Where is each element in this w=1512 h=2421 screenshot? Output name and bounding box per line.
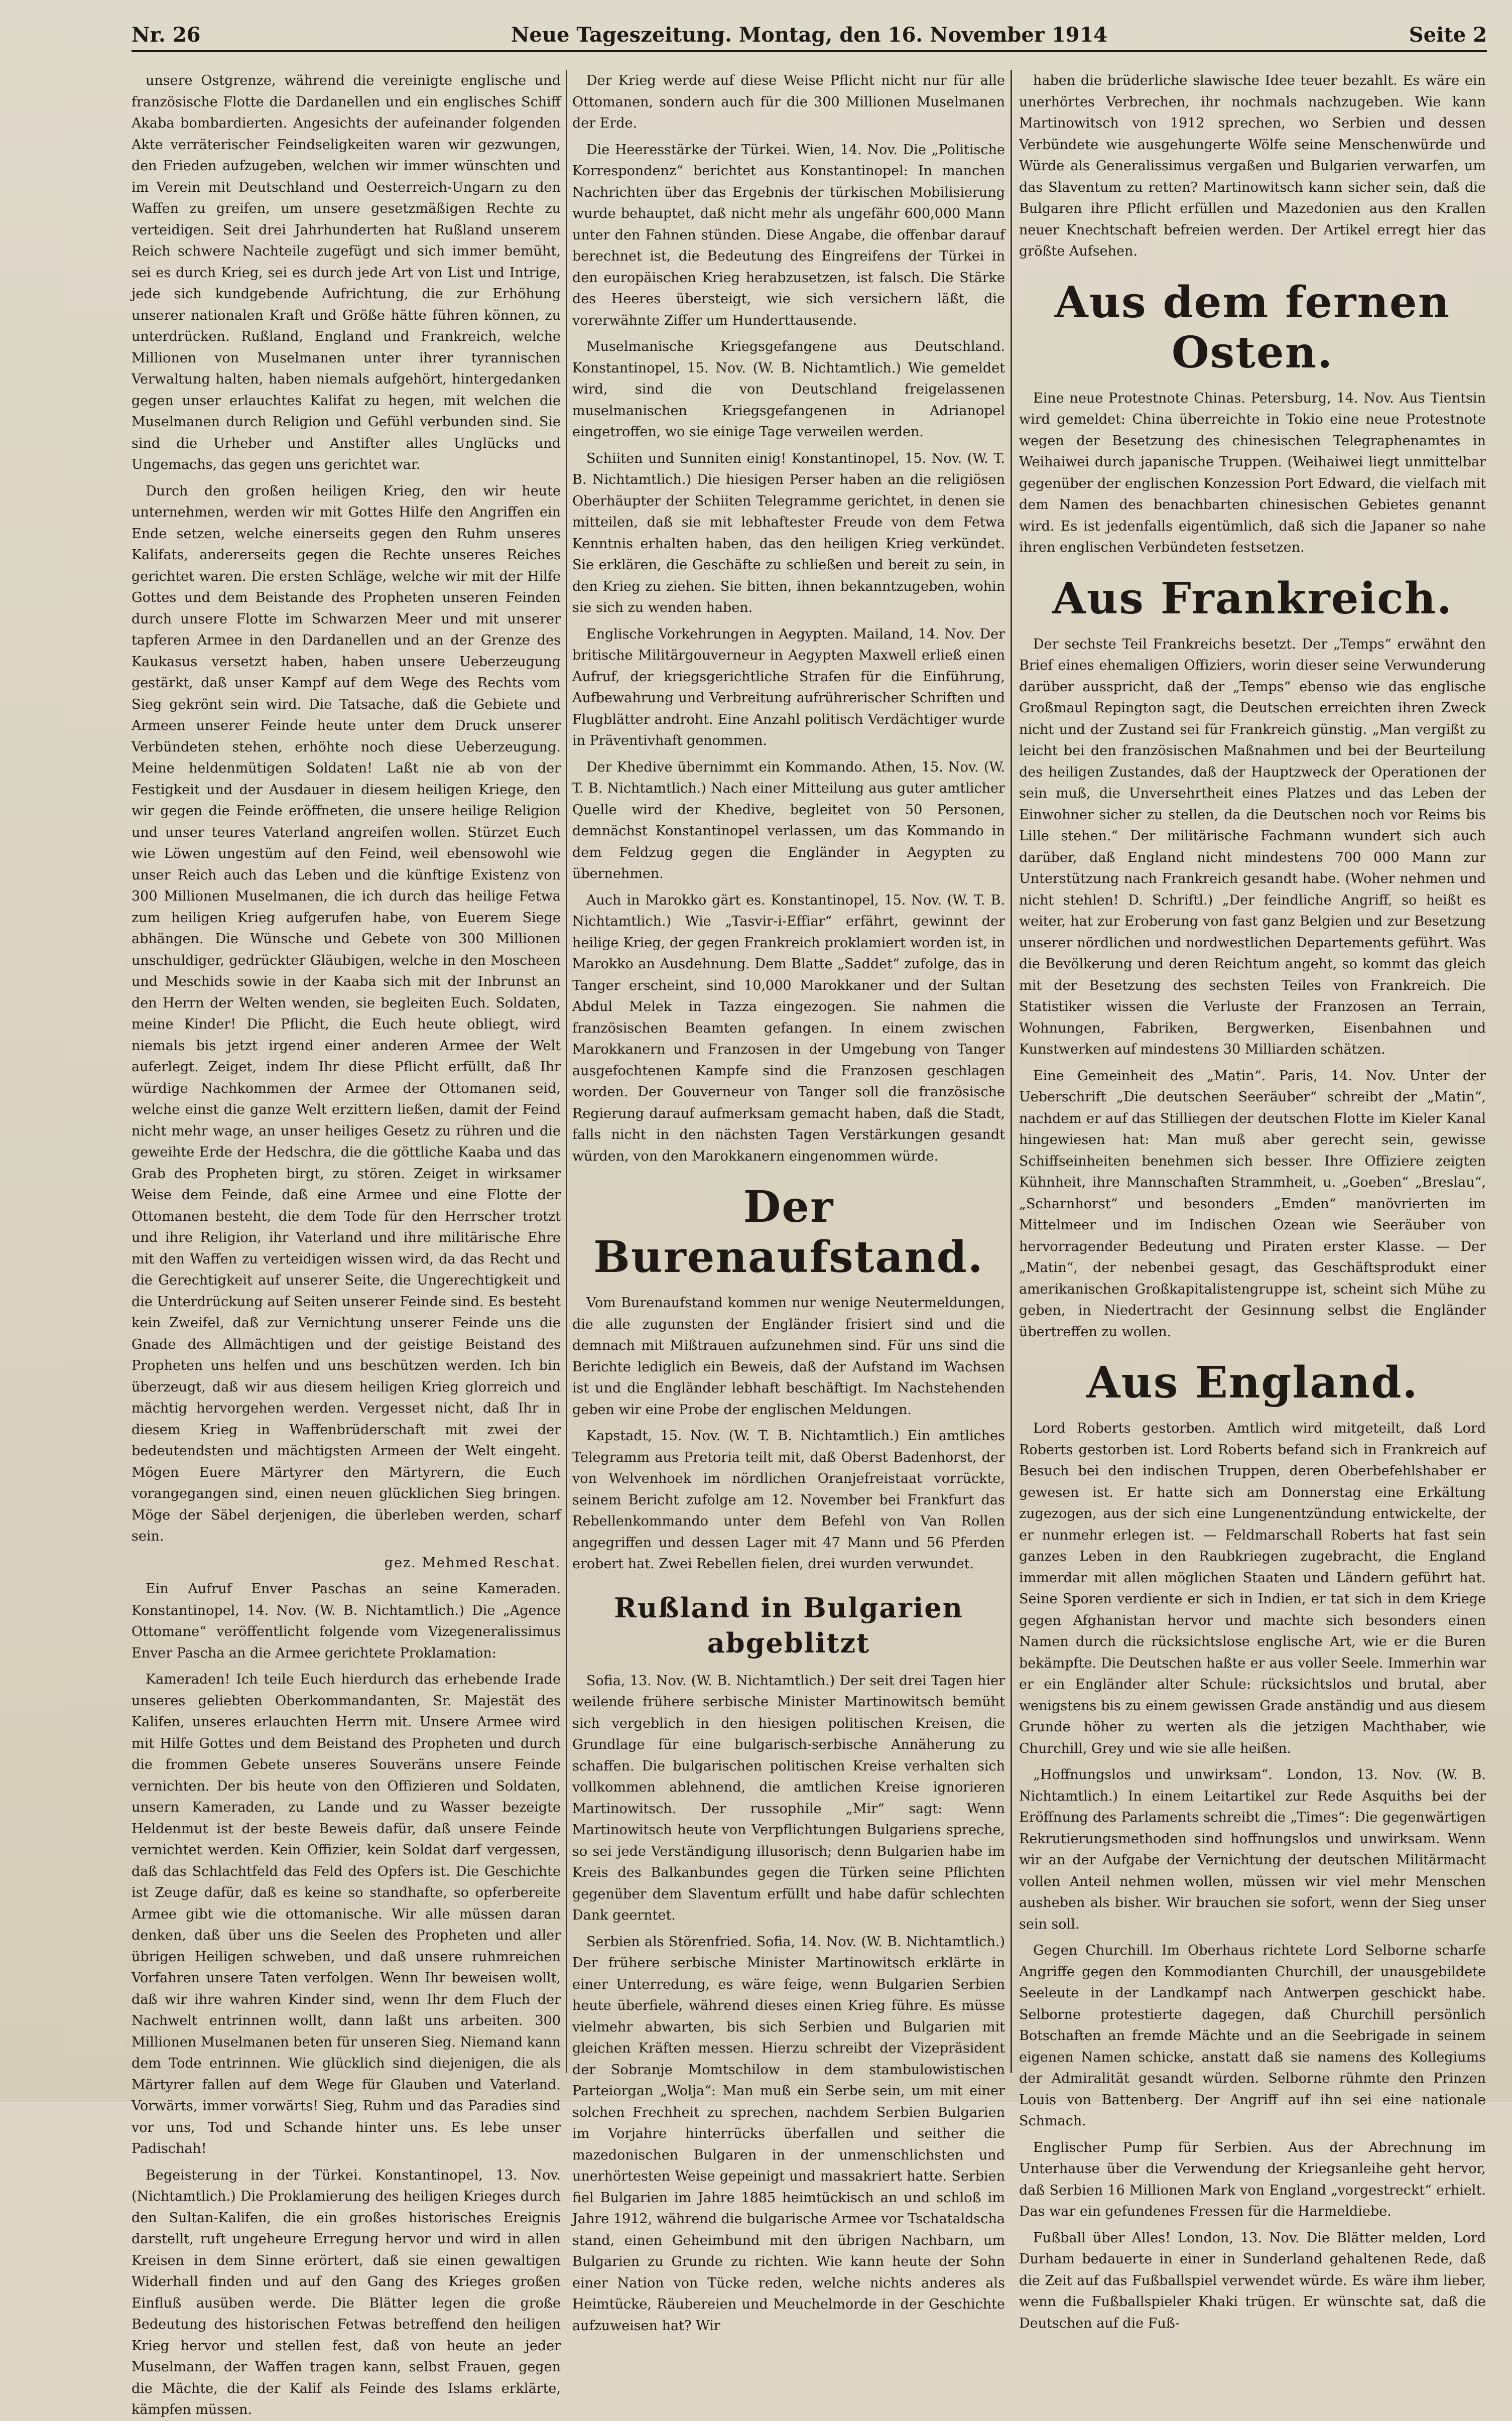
article-paragraph: Eine Gemeinheit des „Matin“. Paris, 14. Nov. Unter der Ueberschrift „Die deutschen Seeräuber“ schreibt der „Matin“, nachdem er auf das Stilliegen der deutschen Flotte im Kieler Kanal hingewiesen hat: Man muß aber gerecht sein, gewisse Schiffseinheiten benehmen sich besser. Ihre Offiziere zeigten Kühnheit, ihre Mannschaften Strammheit, u. „Goeben“ „Breslau“, „Scharnhorst“ und besonders „Emden“ manövrierten im Mittelmeer und im Indischen Ozean wie Seeräuber von hervorragender Bedeutung und Piraten erster Klasse. — Der „Matin“, der nebenbei gesagt, das Geschäftsprodukt einer amerikanischen Großkapitalistengruppe ist, scheint sich Mühe zu geben, in Niedertracht der Gesinnung selbst die Engländer übertreffen zu wollen. xyxy=(1019,1068,1486,1340)
article-paragraph: Ein Aufruf Enver Paschas an seine Kameraden. Konstantinopel, 14. Nov. (W. B. Nichtamtlich.) Die „Agence Ottomane“ veröffentlicht folgende vom Vizegeneralissimus Enver Pascha an die Armee gerichtete Proklamation: xyxy=(132,1581,561,1661)
issue-number: Nr. 26 xyxy=(132,23,201,47)
article-paragraph: Der Krieg werde auf diese Weise Pflicht nicht nur für alle Ottomanen, sondern auch für die 300 Millionen Muselmanen der Erde. xyxy=(572,73,1005,131)
section-heading: Aus England. xyxy=(1086,1357,1419,1408)
article-paragraph: Gegen Churchill. Im Oberhaus richtete Lord Selborne scharfe Angriffe gegen den Kommodianten Churchill, der unausgebildete Seeleute in der Landkampf nach Antwerpen geschickt habe. Selborne protestierte dagegen, daß Churchill persönlich Botschaften an fremde Mächte und an die Seebrigade in seinem eigenen Namen schicke, anstatt daß sie namens des Kollegiums der Admiralität gesandt würden. Selborne rühmte den Prinzen Louis von Battenberg. Der Angriff auf ihn sei eine nationale Schmach. xyxy=(1019,1943,1486,2129)
page-header xyxy=(132,20,1487,52)
article-paragraph: Lord Roberts gestorben. Amtlich wird mitgeteilt, daß Lord Roberts gestorben ist. Lord Roberts befand sich in Frankreich auf Besuch bei den indischen Truppen, deren Oberbefehlshaber er gewesen ist. Er hatte sich am Donnerstag eine Erkältung zugezogen, aus der sich eine Lungenentzündung entwickelte, der er nunmehr erlegen ist. — Feldmarschall Roberts hat fast sein ganzes Leben in den Raubkriegen zugebracht, die England immerdar mit allen möglichen Staaten und Ländern geführt hat. Seine Sporen verdiente er sich in Indien, er tat sich in dem Kriege gegen Afghanistan hervor und machte sich besonders einen Namen durch die rücksichtslose englische Art, wie er die Buren bekämpfte. Die Deutschen haßte er aus voller Seele. Immerhin war er ein Engländer alter Schule: rücksichtslos und brutal, aber wenigstens bis zu einem gewissen Grade anständig und aus diesem Grunde höher zu werten als die jetzigen Machthaber, wie Churchill, Grey und wie sie alle heißen. xyxy=(1019,1421,1486,1756)
article-paragraph: Kameraden! Ich teile Euch hierdurch das erhebende Irade unseres geliebten Oberkommandanten, Sr. Majestät des Kalifen, unseres erlauchten Herrn mit. Unsere Armee wird mit Hilfe Gottes und dem Beistand des Propheten und durch die frommen Gebete unseres Souveräns unsere Feinde vernichten. Der bis heute von den Offizieren und Soldaten, unsern Kameraden, zu Lande und zu Wasser bezeigte Heldenmut ist der beste Beweis dafür, daß unsere Feinde vernichtet werden. Kein Offizier, kein Soldat darf vergessen, daß das Schlachtfeld das Feld des Opfers ist. Die Geschichte ist Zeuge dafür, daß es keine so standhafte, so opferbereite Armee gibt wie die ottomanische. Wir alle müssen daran denken, daß über uns die Seelen des Propheten und aller übrigen Heiligen schweben, und daß unsere ruhmreichen Vorfahren unsere Taten verfolgen. Wenn Ihr beweisen wollt, daß wir ihre wahren Kinder sind, wenn Ihr dem Fluch der Nachwelt entrinnen wollt, dann laßt uns arbeiten. 300 Millionen Muselmanen beten für unseren Sieg. Niemand kann dem Tode entrinnen. Wie glücklich sind diejenigen, die als Märtyrer fallen auf dem Wege für Glauben und Vaterland. Vorwärts, immer vorwärts! Sieg, Ruhm und das Paradies sind vor uns, Tod und Schande hinter uns. Es lebe unser Padischah! xyxy=(132,1672,561,2156)
article-paragraph: haben die brüderliche slawische Idee teuer bezahlt. Es wäre ein unerhörtes Verbrechen, ihr nochmals nachzugeben. Wie kann Martinowitsch von 1912 sprechen, wo Serbien und dessen Verbündete wie ausgehungerte Wölfe seine Menschenwürde und Würde als Generalissimus vergaßen und Bulgarien verwarfen, um das Slaventum zu retten? Martinowitsch kann sicher sein, daß die Bulgaren ihre Pflicht erfüllen und Mazedonien aus den Krallen neuer Knechtschaft befreien werden. Der Artikel erregt hier das größte Aufsehen. xyxy=(1019,73,1486,259)
signature: gez. Mehmed Reschat. xyxy=(384,1555,561,1571)
article-paragraph: Der sechste Teil Frankreichs besetzt. Der „Temps“ erwähnt den Brief eines ehemaligen Offiziers, worin dieser seine Verwunderung darüber ausspricht, daß der „Temps“ ebenso wie das englische Großmaul Repington sagt, die Deutschen erreichten ihren Zweck nicht und der Zustand sei für Frankreich günstig. „Man vergißt zu leicht bei den französischen Maßnahmen und bei der Beurteilung des heiligen Zustandes, daß der Hauptzweck der Operationen der sein muß, die Unversehrtheit eines Platzes und das Leben der Einwohner sicher zu stellen, da die Deutschen noch vor Reims bis Lille stehen.“ Der militärische Fachmann wundert sich auch darüber, daß England nicht mindestens 700 000 Mann zur Unterstützung nach Frankreich gesandt habe. (Woher nehmen und nicht stehlen! D. Schriftl.) „Der feindliche Angriff, so heißt es weiter, hat zur Eroberung von fast ganz Belgien und zur Besetzung unserer nördlichen und nordwestlichen Departements geführt. Was die Bevölkerung und deren Reichtum angeht, so kommt das gleich mit der Besetzung des sechsten Teiles von Frankreich. Die Statistiker wissen die Verluste der Franzosen an Terrain, Wohnungen, Fabriken, Bergwerken, Eisenbahnen und Kunstwerken auf mindestens 30 Milliarden schätzen. xyxy=(1019,636,1486,1057)
masthead-date: Neue Tageszeitung. Montag, den 16. November 1914 xyxy=(511,23,1108,47)
article-paragraph: Begeisterung in der Türkei. Konstantinopel, 13. Nov. (Nichtamtlich.) Die Proklamierung des heiligen Krieges durch den Sultan-Kalifen, die ein großes historisches Ereignis darstellt, ruft ungeheure Erregung hervor und wird in allen Kreisen in dem Sinne erörtert, daß sie einen gewaltigen Widerhall finden und auf den Gang des Krieges großen Einfluß ausüben werde. Die Blätter legen die große Bedeutung des historischen Fetwas betreffend den heiligen Krieg hervor und stellen fest, daß von heute an jeder Muselmann, der Waffen tragen kann, selbst Frauen, gegen die Mächte, die der Kalif als Feinde des Islams erklärte, kämpfen müssen. xyxy=(132,2167,561,2417)
article-paragraph: Vom Burenaufstand kommen nur wenige Neutermeldungen, die alle zugunsten der Engländer frisiert sind und die demnach mit Mißtrauen aufzunehmen sind. Für uns sind die Berichte lediglich ein Beweis, daß der Aufstand im Wachsen ist und die Engländer lebhaft beschäftigt. Im Nachstehenden geben wir eine Probe der englischen Meldungen. xyxy=(572,1295,1005,1418)
article-paragraph: Kapstadt, 15. Nov. (W. T. B. Nichtamtlich.) Ein amtliches Telegramm aus Pretoria teilt mit, daß Oberst Badenhorst, der von Welvenhoek im nördlichen Oranjefreistaat vorrückte, seinem Bericht zufolge am 12. November bei Frankfurt das Rebellenkommando unter dem Befehl von Van Rollen angegriffen und dessen Lager mit 47 Mann und 56 Pferden erobert hat. Zwei Rebellen fielen, drei wurden verwundet. xyxy=(572,1428,1005,1572)
column-1 xyxy=(132,70,561,2417)
section-heading: Aus Frankreich. xyxy=(1052,573,1453,624)
section-heading: Rußland in Bulgarien abgeblitzt xyxy=(614,1591,963,1659)
column-rule xyxy=(566,70,567,2073)
column-2 xyxy=(572,70,1005,2334)
article-paragraph: „Hoffnungslos und unwirksam“. London, 13. Nov. (W. B. Nichtamtlich.) In einem Leitartikel zur Rede Asquiths bei der Eröffnung des Parlaments schreibt die „Times“: Die gegenwärtigen Rekrutierungsmethoden sind hoffnungslos und unwirksam. Wenn wir an der Aufgabe der Vernichtung der deutschen Militärmacht vollen Anteil nehmen wollen, müssen wir viel mehr Menschen ausheben als bisher. Wir brauchen sie sofort, wenn der Sieg unser sein soll. xyxy=(1019,1767,1486,1932)
article-paragraph: Englischer Pump für Serbien. Aus der Abrechnung im Unterhause über die Verwendung der Kriegsanleihe geht hervor, daß Serbien 16 Millionen Mark von England „vorgestreckt“ erhielt. Das war ein gefundenes Fressen für die Harmeldiebe. xyxy=(1019,2139,1486,2219)
article-paragraph: Fußball über Alles! London, 13. Nov. Die Blätter melden, Lord Durham bedauerte in einer in Sunderland gehaltenen Rede, daß die Zeit auf das Fußballspiel verwendet würde. Es wäre ihm lieber, wenn die Fußballspieler Khaki trügen. Er wünschte sat, daß die Deutschen auf die Fuß- xyxy=(1019,2230,1486,2331)
column-3 xyxy=(1019,70,1486,2331)
article-paragraph: Serbien als Störenfried. Sofia, 14. Nov. (W. B. Nichtamtlich.) Der frühere serbische Minister Martinowitsch erklärte in einer Unterredung, es wäre feige, wenn Bulgarien Serbien heute überfiele, während dieses einen Krieg führe. Es müsse vielmehr abwarten, bis sich Serbien und Bulgarien mit gleichen Kräften messen. Hierzu schreibt der Vizepräsident der Sobranje Momtschilow in dem stambulowistischen Parteiorgan „Wolja“: Man muß ein Serbe sein, um mit einer solchen Frechheit zu sprechen, nachdem Serbien Bulgarien im Vorjahre hinterrücks überfallen und seither die mazedonischen Bulgaren in der unmenschlichsten und unerhörtesten Weise gepeinigt und massakriert hatte. Serbien fiel Bulgarien im Jahre 1885 heimtückisch an und schloß im Jahre 1912, während die bulgarische Armee vor Tschataldscha stand, einen Geheimbund mit den übrigen Nachbarn, um Bulgarien zu Grunde zu richten. Wie kann heute der Sohn einer Nation von Tücke reden, welche nichts anderes als Heimtücke, Räubereien und Meuchelmorde in der Geschichte aufzuweisen hat? Wir xyxy=(572,1934,1005,2334)
section-heading: Der Burenaufstand. xyxy=(593,1182,984,1283)
section-heading: Aus dem fernen Osten. xyxy=(1054,277,1451,378)
article-paragraph: Der Khedive übernimmt ein Kommando. Athen, 15. Nov. (W. T. B. Nichtamtlich.) Nach einer Mitteilung aus guter amtlicher Quelle wird der Khedive, begleitet von 50 Personen, demnächst Konstantinopel verlassen, um das Kommando in dem Feldzug gegen die Engländer in Aegypten zu übernehmen. xyxy=(572,759,1005,881)
article-paragraph: Englische Vorkehrungen in Aegypten. Mailand, 14. Nov. Der britische Militärgouverneur in Aegypten Maxwell erließ einen Aufruf, der kriegsgerichtliche Strafen für die Einführung, Aufbewahrung und Verbreitung aufrührerischer Schriften und Flugblätter androht. Eine Anzahl politisch Verdächtiger wurde in Präventivhaft genommen. xyxy=(572,626,1005,748)
article-paragraph: Eine neue Protestnote Chinas. Petersburg, 14. Nov. Aus Tientsin wird gemeldet: China überreichte in Tokio eine neue Protestnote wegen der Besetzung des chinesischen Telegraphenamtes in Weihaiwei durch japanische Truppen. (Weihaiwei liegt unmittelbar gegenüber der englischen Konzession Port Edward, die vielfach mit dem Namen des benachbarten chinesischen Gebietes genannt wird. Es ist jedenfalls eigentümlich, daß sich die Japaner so nahe ihren englischen Verbündeten festsetzen. xyxy=(1019,390,1486,555)
article-paragraph: Sofia, 13. Nov. (W. B. Nichtamtlich.) Der seit drei Tagen hier weilende frühere serbische Minister Martinowitsch bemüht sich vergeblich in den hiesigen politischen Kreisen, die Grundlage für eine bulgarisch-serbische Annäherung zu schaffen. Die bulgarischen politischen Kreise verhalten sich vollkommen ablehnend, die amtlichen Kreise ignorieren Martinowitsch. Der russophile „Mir“ sagt: Wenn Martinowitsch heute von Verpflichtungen Bulgariens spreche, so sei jede Verständigung illusorisch; denn Bulgarien habe im Kreis des Balkanbundes gegen die Türken seine Pflichten gegenüber dem Slaventum erfüllt und habe dafür schlechten Dank geerntet. xyxy=(572,1673,1005,1923)
article-paragraph: Muselmanische Kriegsgefangene aus Deutschland. Konstantinopel, 15. Nov. (W. B. Nichtamtlich.) Wie gemeldet wird, sind die von Deutschland freigelassenen muselmanischen Kriegsgefangenen in Adrianopel eingetroffen, wo sie einige Tage verweilen werden. xyxy=(572,339,1005,440)
column-rule xyxy=(1011,70,1012,2073)
article-paragraph: Durch den großen heiligen Krieg, den wir heute unternehmen, werden wir mit Gottes Hilfe den Angriffen ein Ende setzen, welche einerseits gegen den Ruhm unseres Kalifats, andererseits gegen die Rechte unseres Reiches gerichtet waren. Die ersten Schläge, welche wir mit der Hilfe Gottes und dem Beistande des Propheten unseren Feinden durch unsere Flotte im Schwarzen Meer und mit unserer tapferen Armee in den Dardanellen und an der Grenze des Kaukasus versetzt haben, haben unsere Ueberzeugung gestärkt, daß unser Kampf auf dem Wege des Rechts vom Sieg gekrönt sein wird. Die Tatsache, daß die Gebiete und Armeen unserer Feinde heute unter dem Druck unserer Verbündeten stehen, erhöhte noch diese Ueberzeugung. Meine heldenmütigen Soldaten! Laßt nie ab von der Festigkeit und der Ausdauer in diesem heiligen Kriege, den wir gegen die Feinde eröffneten, die unsere heilige Religion und unser teures Vaterland angreifen wollen. Stürzet Euch wie Löwen ungestüm auf den Feind, weil ebensowohl wie unser Reich auch das Leben und die künftige Existenz von 300 Millionen Muselmanen, die ich durch das heilige Fetwa zum heiligen Krieg aufgerufen habe, von Euerem Siege abhängen. Die Wünsche und Gebete von 300 Millionen unschuldiger, gedrückter Gläubigen, welche in den Moscheen und Meschids sowie in der Kaaba sich mit der Inbrunst an den Herrn der Welten wenden, sie begleiten Euch. Soldaten, meine Kinder! Die Pflicht, die Euch heute obliegt, wird niemals bis jetzt irgend einer anderen Armee der Welt auferlegt. Zeiget, indem Ihr diese Pflicht erfüllt, daß Ihr würdige Nachkommen der Armee der Ottomanen seid, welche einst die ganze Welt erzittern ließen, damit der Feind nicht mehr wage, an unser heiliges Gesetz zu rühren und die geweihte Erde der Hedschra, die die göttliche Kaaba und das Grab des Propheten birgt, zu stören. Zeiget in wirksamer Weise dem Feinde, daß eine Armee und eine Flotte der Ottomanen besteht, die dem Tode für den Herrscher trotzt und ihre Religion, ihr Vaterland und ihre militärische Ehre mit den Waffen zu verteidigen wissen wird, da das Recht und die Gerechtigkeit auf unserer Seite, die Ungerechtigkeit und die Unterdrückung auf Seiten unserer Feinde sind. Es besteht kein Zweifel, daß zur Vernichtung unserer Feinde uns die Gnade des Allmächtigen und der geistige Beistand des Propheten uns helfen und uns beschützen werden. Ich bin überzeugt, daß wir aus diesem heiligen Krieg glorreich und mächtig hervorgehen werden. Vergesset nicht, daß Ihr in diesem Krieg in Waffenbrüderschaft mit zwei der bedeutendsten und mächtigsten Armeen der Welt eingeht. Mögen Euere Märtyrer den Märtyrern, die Euch vorangegangen sind, einen neuen glücklichen Sieg bringen. Möge der Säbel derjenigen, die überleben werden, scharf sein. xyxy=(132,483,561,1544)
page-number: Seite 2 xyxy=(1409,23,1487,47)
article-paragraph: Auch in Marokko gärt es. Konstantinopel, 15. Nov. (W. T. B. Nichtamtlich.) Wie „Tasvir-i-Effiar“ erfährt, gewinnt der heilige Krieg, der gegen Frankreich proklamiert worden ist, in Marokko an Ausdehnung. Dem Blatte „Saddet“ zufolge, das in Tanger erscheint, sind 10,000 Marokkaner und der Sultan Abdul Melek in Tazza eingezogen. Sie nahmen die französischen Beamten gefangen. In einem zwischen Marokkanern und Franzosen in der Umgebung von Tanger ausgefochtenen Kampfe sind die Franzosen geschlagen worden. Der Gouverneur von Tanger soll die französische Regierung darauf aufmerksam gemacht haben, daß die Stadt, falls nicht in den nächsten Tagen Verstärkungen gesandt würden, von den Marokkanern eingenommen würde. xyxy=(572,892,1005,1164)
article-paragraph: Die Heeresstärke der Türkei. Wien, 14. Nov. Die „Politische Korrespondenz“ berichtet aus Konstantinopel: In manchen Nachrichten über das Ergebnis der türkischen Mobilisierung wurde behauptet, daß nicht mehr als ungefähr 600,000 Mann unter den Fahnen stünden. Diese Angabe, die offenbar darauf berechnet ist, die Bedeutung des Eingreifens der Türkei in den europäischen Krieg herabzusetzen, ist falsch. Die Stärke des Heeres übersteigt, wie sich versichern läßt, die vorerwähnte Ziffer um Hunderttausende. xyxy=(572,142,1005,328)
article-paragraph: Schiiten und Sunniten einig! Konstantinopel, 15. Nov. (W. T. B. Nichtamtlich.) Die hiesigen Perser haben an die religiösen Oberhäupter der Schiiten Telegramme gerichtet, in denen sie mitteilen, daß sie mit lebhaftester Freude von dem Fetwa Kenntnis erhalten haben, das den heiligen Krieg verkündet. Sie erklären, die Geschäfte zu schließen und bereit zu sein, in den Krieg zu ziehen. Sie bitten, ihnen bekanntzugeben, wohin sie sich zu wenden haben. xyxy=(572,450,1005,615)
article-paragraph: unsere Ostgrenze, während die vereinigte englische und französische Flotte die Dardanellen und ein englisches Schiff Akaba bombardierten. Angesichts der aufeinander folgenden Akte verräterischer Feindseligkeiten waren wir gezwungen, den Frieden aufzugeben, welchen wir immer wünschten und im Verein mit Deutschland und Oesterreich-Ungarn zu den Waffen zu greifen, um unsere gesetzmäßigen Rechte zu verteidigen. Seit drei Jahrhunderten hat Rußland unserem Reich schwere Nachteile zugefügt und sich immer bemüht, sei es durch Krieg, sei es durch jede Art von List und Intrige, jede sich kundgebende Aufrichtung, die zur Erhöhung unserer nationalen Kraft und Größe hätte führen können, zu unterdrücken. Rußland, England und Frankreich, welche Millionen von Muselmanen unter ihrer tyrannischen Verwaltung halten, haben niemals aufgehört, hintergedanken gegen unser erlauchtes Kalifat zu hegen, mit welchen die Muselmanen durch Religion und Gefühl verbunden sind. Sie sind die Urheber und Anstifter alles Unglücks und Ungemachs, das gegen uns gerichtet war. xyxy=(132,73,561,472)
